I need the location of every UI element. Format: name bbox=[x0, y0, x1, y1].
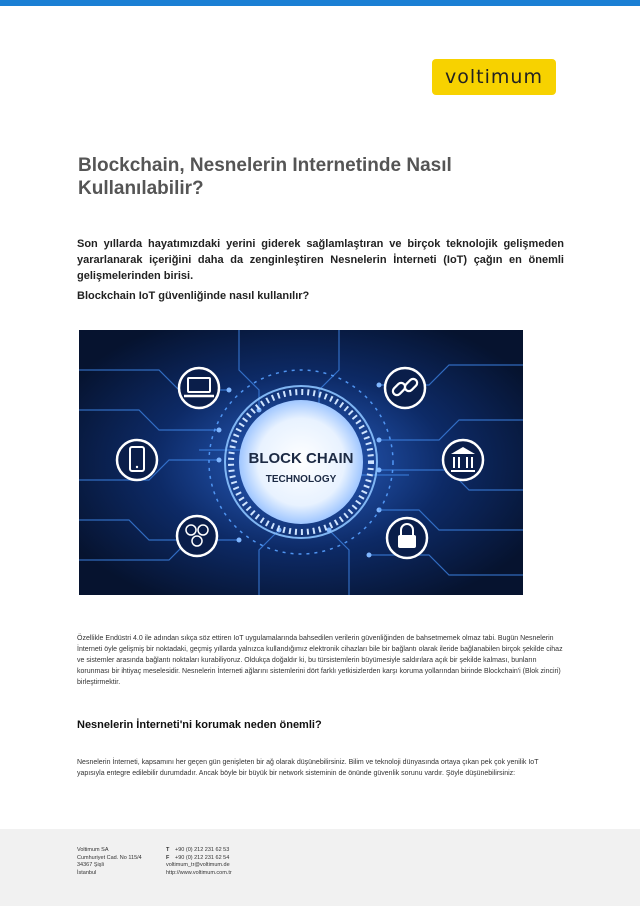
hero-title-line1: BLOCK CHAIN bbox=[248, 450, 354, 467]
body-paragraph-iot-network: Nesnelerin İnterneti, kapsamını her geçen gün genişleten bir ağ olarak düşünebilirsiniz. Bilim ve teknoloji dünyasında ortaya çıkan pek çok yenilik IoT yapısıyla entegre edilebilir durumdadır. Ancak böyle bir büyük bir network sisteminin de önünde güvenlik sorunu vardır. Şöyle düşünebilirsiniz: bbox=[77, 759, 539, 777]
footer-email[interactable]: voltimum_tr@voltimum.de bbox=[166, 862, 230, 868]
blockchain-illustration bbox=[79, 330, 523, 595]
footer-company: Voltimum SA bbox=[77, 847, 109, 853]
footer-city: 34367 Şişli bbox=[77, 862, 104, 868]
hero-title-line2: TECHNOLOGY bbox=[265, 474, 337, 485]
footer-address bbox=[77, 847, 142, 877]
blockchain-technology-image bbox=[79, 330, 523, 595]
chain-link-icon bbox=[385, 368, 425, 408]
padlock-icon bbox=[387, 518, 427, 558]
footer-phone: +90 (0) 212 231 62 53 bbox=[175, 847, 230, 853]
footer-fax-line bbox=[166, 855, 232, 863]
footer-website[interactable]: http://www.voltimum.com.tr bbox=[166, 869, 232, 876]
footer-street: Cumhuriyet Cad. No 115/4 bbox=[77, 854, 142, 861]
footer-phone-label: T bbox=[166, 847, 170, 853]
bank-icon bbox=[443, 440, 483, 480]
section-heading-why-protect: Nesnelerin İnterneti'ni korumak neden önemli? bbox=[77, 719, 322, 731]
footer-fax-label: F bbox=[166, 854, 170, 861]
footer-phone-line bbox=[166, 847, 232, 855]
section-heading-blockchain-iot: Blockchain IoT güvenliğinde nasıl kullanılır? bbox=[77, 290, 310, 302]
top-accent-bar bbox=[0, 0, 640, 6]
bitcoin-cluster-icon bbox=[177, 516, 217, 556]
footer-fax: +90 (0) 212 231 62 54 bbox=[175, 854, 230, 861]
intro-paragraph: Son yıllarda hayatımızdaki yerini giderek sağlamlaştıran ve birçok teknolojik gelişmeden yararlanarak içeriğini daha da zenginleştiren Nesnelerin İnterneti (IoT) çağın en önemli gelişmelerinden birisi. bbox=[77, 238, 564, 282]
footer-region: İstanbul bbox=[77, 869, 97, 876]
article-title: Blockchain, Nesnelerin Internetinde Nasıl Kullanılabilir? bbox=[78, 155, 452, 199]
body-paragraph-iot-security: Özellikle Endüstri 4.0 ile adından sıkça söz ettiren IoT uygulamalarında bahsedilen verilerin güvenliğinden de bahsetmemek olmaz tabi. Bugün Nesnelerin İnterneti öyle gelişmiş bir noktadaki, geçmiş yıllarda yalnızca kullandığımız elektronik cihazları bile bir bağlantı olarak ileride bağlanabilen birçok şekilde cihaz ve sistemler arasında bağlantı noktaları kurabiliyoruz. Oldukça doğaldır ki, bu türsistemlerin büyümesiyle saldırılara açık bir şekilde kalması, bunların korunması bir ihtiyaç meselesidir. Nesnelerin İnterneti ağlarını sistemlerini dört farklı yetkisizlerden karşı koruma yollarından birinde Blockchain'i (Blok zinciri) birleştirmektir. bbox=[77, 635, 563, 686]
page-footer bbox=[0, 829, 640, 906]
smartphone-icon bbox=[117, 440, 157, 480]
laptop-icon bbox=[179, 368, 219, 408]
logo-text: voltimum bbox=[445, 66, 543, 88]
footer-contact bbox=[166, 847, 232, 877]
voltimum-logo bbox=[432, 59, 556, 95]
